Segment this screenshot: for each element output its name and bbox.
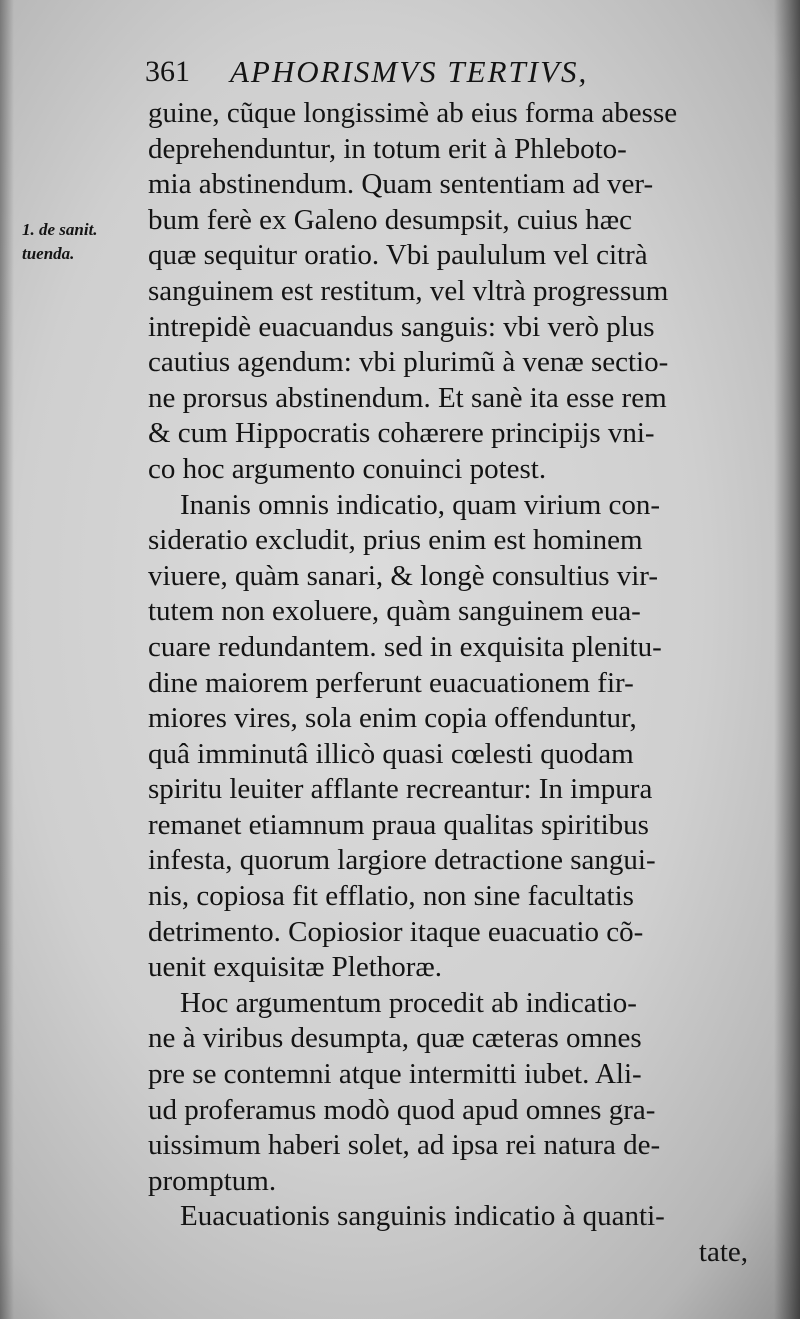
text-line: sanguinem est restitum, vel vltrà progressum: [148, 274, 669, 307]
text-line: uenit exquisitæ Plethoræ.: [148, 951, 443, 984]
text-line: Hoc argumentum procedit ab indicatio-: [180, 986, 637, 1019]
body-text: [148, 96, 748, 1271]
page-number: 361: [145, 55, 190, 88]
text-line: mia abstinendum. Quam sententiam ad ver-: [148, 168, 654, 201]
text-line: ne à viribus desumpta, quæ cæteras omnes: [148, 1022, 642, 1055]
catchword: tate,: [698, 1236, 748, 1268]
text-line: tutem non exoluere, quàm sanguinem eua-: [148, 595, 641, 628]
text-line: dine maiorem perferunt euacuationem fir-: [148, 666, 634, 699]
page-left-shadow: [0, 0, 14, 1319]
text-line: & cum Hippocratis cohærere principijs vni-: [148, 417, 655, 450]
text-line: spiritu leuiter afflante recreantur: In impura: [148, 773, 653, 806]
text-line: intrepidè euacuandus sanguis: vbi verò plus: [148, 310, 655, 343]
text-line: quæ sequitur oratio. Vbi paululum vel citrà: [148, 239, 648, 272]
text-line: nis, copiosa fit efflatio, non sine facultatis: [148, 880, 634, 913]
running-head: [145, 50, 755, 94]
page-right-shadow: [774, 0, 800, 1319]
text-line: ud proferamus modò quod apud omnes gra-: [148, 1093, 656, 1126]
text-line: deprehenduntur, in totum erit à Phleboto-: [148, 132, 627, 165]
text-line: Euacuationis sanguinis indicatio à quanti-: [180, 1200, 665, 1233]
text-line: uissimum haberi solet, ad ipsa rei natura de-: [148, 1129, 661, 1162]
text-line: co hoc argumento conuinci potest.: [148, 452, 547, 485]
text-line: infesta, quorum largiore detractione sangui-: [148, 844, 656, 877]
running-title: APHORISMVS TERTIVS,: [230, 54, 589, 89]
text-line: miores vires, sola enim copia offenduntur,: [148, 702, 637, 735]
marginal-note-line: 1. de sanit.: [22, 220, 98, 239]
text-line: viuere, quàm sanari, & longè consultius vir-: [148, 559, 659, 592]
text-line: sideratio excludit, prius enim est hominem: [148, 524, 643, 557]
text-line: guine, cũque longissimè ab eius forma abesse: [148, 97, 678, 129]
marginal-note-line: tuenda.: [22, 244, 75, 263]
text-line: detrimento. Copiosior itaque euacuatio cõ-: [148, 915, 644, 948]
text-line: ne prorsus abstinendum. Et sanè ita esse rem: [148, 381, 667, 414]
text-line: pre se contemni atque intermitti iubet. Ali-: [148, 1058, 642, 1091]
text-line: bum ferè ex Galeno desumpsit, cuius hæc: [148, 203, 633, 236]
marginal-note: [22, 218, 142, 266]
text-line: cautius agendum: vbi plurimũ à venæ sectio-: [148, 346, 669, 379]
text-line: cuare redundantem. sed in exquisita plenitu-: [148, 630, 662, 663]
text-line: promptum.: [148, 1164, 277, 1197]
text-line: quâ imminutâ illicò quasi cœlesti quodam: [148, 737, 634, 770]
text-line: Inanis omnis indicatio, quam virium con-: [180, 488, 661, 521]
text-line: remanet etiamnum praua qualitas spiritibus: [148, 808, 649, 841]
